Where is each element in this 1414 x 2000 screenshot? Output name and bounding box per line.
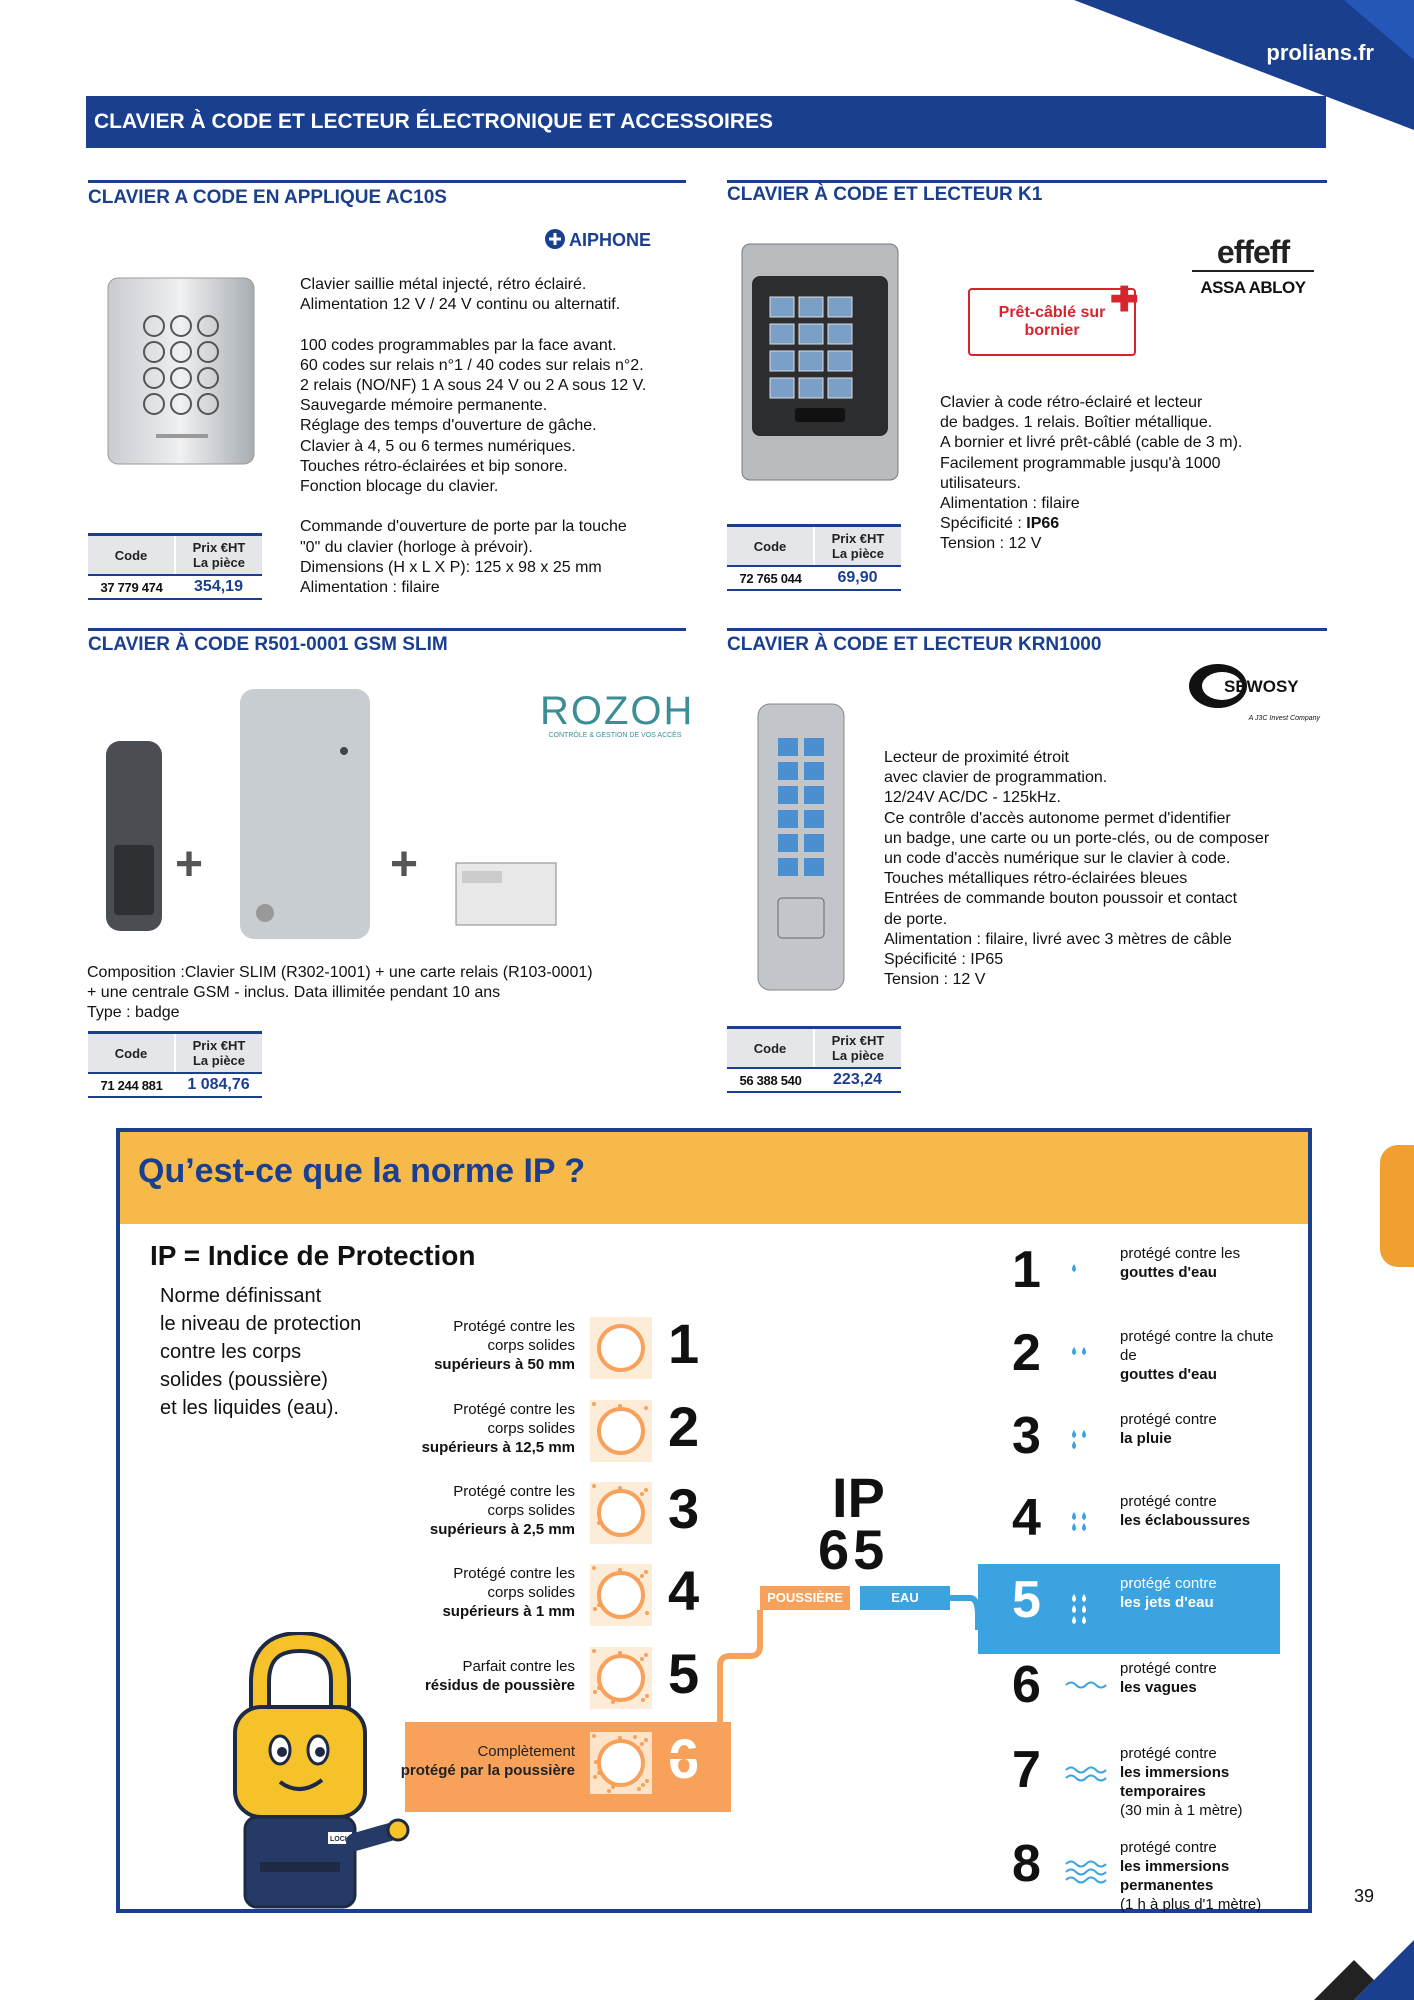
brand-name: AIPHONE bbox=[569, 230, 652, 250]
solid-level-label: Protégé contre les corps solides supérieurs à 1 mm bbox=[442, 1565, 575, 1620]
connector-lines bbox=[660, 1586, 980, 1786]
water-level-label: protégé contre les vagues bbox=[1120, 1660, 1217, 1696]
product-code: 72 765 044 bbox=[739, 570, 802, 586]
code-header: Code bbox=[88, 536, 176, 574]
svg-text:+: + bbox=[175, 838, 204, 891]
sewosy-logo: SEWOSY A J3C Invest Company bbox=[1188, 662, 1320, 722]
dust-tag: POUSSIÈRE bbox=[760, 1586, 850, 1610]
page-number: 39 bbox=[1353, 1886, 1374, 1906]
water-drop-icon bbox=[1064, 1588, 1108, 1628]
water-drop-icon bbox=[1064, 1258, 1108, 1298]
effeff-logo: effeff ASSA ABLOY bbox=[1192, 234, 1314, 298]
precabled-badge: Prêt-câblé sur bornier bbox=[968, 288, 1136, 356]
dust-level-icon bbox=[590, 1732, 652, 1794]
product-description: Clavier à code rétro-éclairé et lecteur de badges. 1 relais. Boîtier métallique. A bornier et livré prêt-câblé (cable de 3 m). Facilement programmable jusqu'à 1000 utilisateurs. Alimentation : filaire Spécificité : IP66 Tension : 12 V bbox=[940, 394, 1243, 553]
water-level-number: 5 bbox=[1012, 1571, 1041, 1629]
section-divider bbox=[727, 180, 1327, 183]
wave-icon bbox=[1064, 1758, 1108, 1798]
product-code: 56 388 540 bbox=[739, 1072, 802, 1088]
water-level-label: protégé contre la pluie bbox=[1120, 1411, 1217, 1447]
water-level-label: protégé contre les éclaboussures bbox=[1120, 1493, 1251, 1529]
water-level-number: 3 bbox=[1012, 1407, 1041, 1465]
ip-subtitle: IP = Indice de Protection bbox=[150, 1240, 476, 1271]
product-title: CLAVIER À CODE ET LECTEUR K1 bbox=[727, 184, 1043, 205]
product-price: 223,24 bbox=[833, 1071, 882, 1088]
ip-definition: Norme définissant le niveau de protection contre les corps solides (poussière) et les liquides (eau). bbox=[160, 1285, 362, 1419]
chapter-tab bbox=[1380, 1145, 1414, 1267]
solid-level-number: 4 bbox=[668, 1559, 700, 1622]
ac10s-keypad-image bbox=[106, 276, 256, 466]
water-level-label: protégé contre les immersions permanentes (1 h à plus d'1 mètre) bbox=[1120, 1839, 1262, 1913]
section-divider bbox=[727, 628, 1327, 631]
water-level-number: 8 bbox=[1012, 1835, 1041, 1893]
solid-level-label: Protégé contre les corps solides supérieurs à 2,5 mm bbox=[429, 1483, 575, 1538]
product-description: Clavier saillie métal injecté, rétro éclairé. Alimentation 12 V / 24 V continu ou alternatif. 100 codes programmables par la face avant. 60 codes sur relais n°1 / 40 codes sur relais n°2. 2 relais (NO/NF) 1 A sous 24 V ou 2 A sous 12 V. Sauvegarde mémoire permanente. Réglage des temps d'ouverture de gâche. Clavier à 4, 5 ou 6 termes numériques. Touches rétro-éclairées et bip sonore. Fonction blocage du clavier. Commande d'ouverture de porte par la touche "0" du clavier (horloge à prévoir). Dimensions (H x L X P): 125 x 98 x 25 mm Alimentation : filaire bbox=[300, 276, 647, 597]
site-url[interactable]: prolians.fr bbox=[1266, 40, 1374, 65]
dust-level-icon bbox=[590, 1400, 652, 1462]
solid-level-number: 1 bbox=[668, 1312, 700, 1375]
k1-keypad-image bbox=[740, 242, 900, 482]
water-drop-icon bbox=[1064, 1424, 1108, 1464]
ip-label: IP bbox=[832, 1466, 885, 1529]
water-level-number: 4 bbox=[1012, 1489, 1041, 1547]
dust-level-icon bbox=[590, 1647, 652, 1709]
svg-text:+: + bbox=[390, 838, 419, 891]
ip-digits: 65 bbox=[818, 1518, 889, 1581]
water-level-label: protégé contre les gouttes d'eau bbox=[1120, 1245, 1241, 1281]
product-price: 69,90 bbox=[837, 569, 878, 586]
section-divider bbox=[88, 628, 686, 631]
water-level-number: 7 bbox=[1012, 1741, 1041, 1799]
water-drop-icon bbox=[1064, 1341, 1108, 1381]
rozoh-logo: ROZOH CONTRÔLE & GESTION DE VOS ACCÈS bbox=[540, 689, 695, 739]
product-description: Lecteur de proximité étroit avec clavier de programmation. 12/24V AC/DC - 125kHz. Ce contrôle d'accès autonome permet d'identifier un badge, une carte ou un porte-clés, ou de composer un code d'accès numérique sur le clavier à code. Touches métalliques rétro-éclairées bleues Entrées de commande bouton poussoir et contact de porte. Alimentation : filaire, livré avec 3 mètres de câble Spécificité : IP65 Tension : 12 V bbox=[884, 749, 1270, 989]
price-table: Code Prix €HT La pièce 71 244 881 1 084,76 bbox=[88, 1031, 262, 1098]
water-level-label: protégé contre les jets d'eau bbox=[1120, 1575, 1217, 1611]
dust-level-icon bbox=[590, 1482, 652, 1544]
water-level-number: 1 bbox=[1012, 1241, 1041, 1299]
price-table bbox=[88, 533, 262, 600]
locky-mascot bbox=[210, 1632, 410, 1912]
water-tag: EAU bbox=[860, 1586, 950, 1610]
solid-level-number: 6 bbox=[668, 1727, 700, 1790]
solid-level-label: Protégé contre les corps solides supérieurs à 50 mm bbox=[434, 1318, 575, 1373]
solid-level-label: Complètement protégé par la poussière bbox=[400, 1743, 575, 1779]
dust-level-icon bbox=[590, 1564, 652, 1626]
water-drop-icon bbox=[1064, 1506, 1108, 1546]
water-level-label: protégé contre la chute de gouttes d'eau bbox=[1120, 1328, 1274, 1383]
wave-icon bbox=[1064, 1673, 1108, 1713]
price-table: Code Prix €HT La pièce 72 765 044 69,90 bbox=[727, 524, 901, 591]
plus-icon: ✚ bbox=[1110, 281, 1139, 319]
product-code: 37 779 474 bbox=[100, 579, 163, 595]
ip-title: Qu’est-ce que la norme IP ? bbox=[138, 1152, 586, 1190]
dust-level-icon bbox=[590, 1317, 652, 1379]
solid-level-number: 2 bbox=[668, 1395, 700, 1458]
solid-level-number: 5 bbox=[668, 1642, 700, 1705]
product-price: 1 084,76 bbox=[187, 1076, 250, 1093]
water-level-number: 2 bbox=[1012, 1324, 1041, 1382]
product-description: Composition :Clavier SLIM (R302-1001) + une carte relais (R103-0001) + une centrale GSM - inclus. Data illimitée pendant 10 ans Type : badge bbox=[87, 964, 593, 1022]
solid-level-label: Protégé contre les corps solides supérieurs à 12,5 mm bbox=[421, 1401, 575, 1456]
ip-info-box bbox=[116, 1128, 1312, 1913]
water-level-number: 6 bbox=[1012, 1656, 1041, 1714]
water-level-label: protégé contre les immersions temporaires (30 min à 1 mètre) bbox=[1120, 1745, 1243, 1819]
solid-level-number: 3 bbox=[668, 1477, 700, 1540]
aiphone-logo bbox=[542, 226, 687, 257]
price-header: Prix €HT La pièce bbox=[192, 540, 246, 570]
solid-level-label: Parfait contre les résidus de poussière bbox=[424, 1658, 575, 1694]
svg-text:SEWOSY: SEWOSY bbox=[1224, 677, 1299, 696]
section-divider bbox=[88, 180, 686, 183]
product-title: CLAVIER À CODE ET LECTEUR KRN1000 bbox=[727, 634, 1102, 655]
wave-icon bbox=[1064, 1852, 1108, 1892]
svg-text:LOCKY: LOCKY bbox=[330, 1836, 355, 1843]
product-price: 354,19 bbox=[194, 578, 243, 595]
product-title: CLAVIER À CODE R501-0001 GSM SLIM bbox=[88, 634, 448, 655]
product-title: CLAVIER A CODE EN APPLIQUE AC10S bbox=[88, 187, 447, 208]
corner-decoration-bottom bbox=[1314, 1920, 1414, 2000]
gsm-kit-image bbox=[100, 685, 570, 945]
product-code: 71 244 881 bbox=[100, 1077, 163, 1093]
price-table: Code Prix €HT La pièce 56 388 540 223,24 bbox=[727, 1026, 901, 1093]
krn1000-keypad-image bbox=[756, 702, 846, 992]
page-banner: CLAVIER À CODE ET LECTEUR ÉLECTRONIQUE ET ACCESSOIRES bbox=[86, 96, 1326, 148]
